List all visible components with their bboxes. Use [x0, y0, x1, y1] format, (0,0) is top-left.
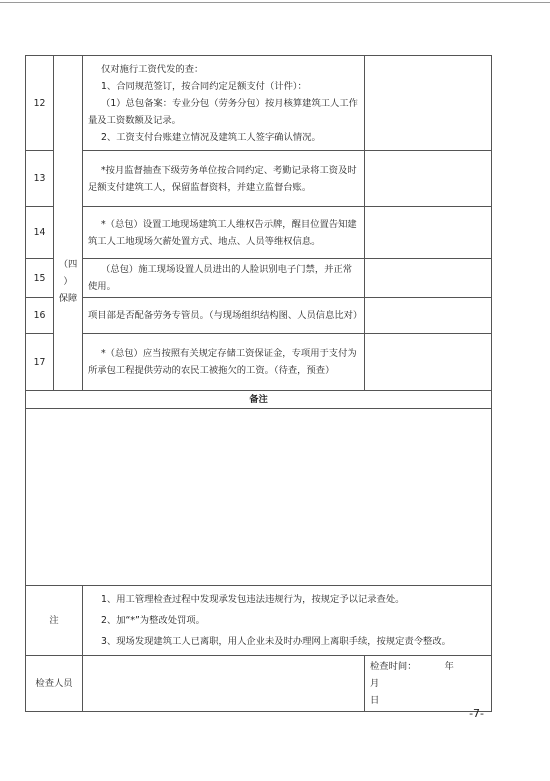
result-cell[interactable]	[365, 259, 492, 298]
notes-label: 注	[26, 586, 83, 656]
page-number: -7-	[469, 707, 484, 720]
row-number: 17	[26, 334, 54, 391]
category-label: （四 ） 保障	[58, 259, 78, 304]
inspection-day: 日	[370, 695, 380, 706]
inspection-table	[25, 55, 492, 712]
remarks-heading-row	[26, 391, 492, 409]
row-number: 14	[26, 207, 54, 259]
table-row	[26, 207, 492, 259]
result-cell[interactable]	[365, 151, 492, 207]
row-content: *按月监督抽查下级劳务单位按合同约定、考勤记录将工资及时足额支付建筑工人，保留监督资料，并建立监督台账。	[83, 151, 365, 207]
inspection-time-label: 检查时间：	[370, 661, 417, 672]
result-cell[interactable]	[365, 56, 492, 151]
notes-row	[26, 586, 492, 656]
result-cell[interactable]	[365, 298, 492, 334]
row-number: 13	[26, 151, 54, 207]
row-number: 15	[26, 259, 54, 298]
row-content: 项目部是否配备劳务专管员。（与现场组织结构图、人员信息比对）	[83, 298, 365, 334]
notes-content: 1、用工管理检查过程中发现承发包违法违规行为，按规定予以记录查处。 2、加“*”为整改处罚项。 3、现场发现建筑工人已离职，用人企业未及时办理网上离职手续，按规定责令整改。	[83, 586, 492, 656]
row-content: 仅对施行工资代发的查： 1、合同规范签订，按合同约定足额支付（计件）： （1）总包备案：专业分包（劳务分包）按月核算建筑工人工作量及工资数额及记录。 2、工资支付台账建立情况及建筑工人签字确认情况。	[83, 56, 365, 151]
table-row	[26, 298, 492, 334]
result-cell[interactable]	[365, 334, 492, 391]
inspection-month: 月	[370, 678, 380, 689]
row-content: *（总包）设置工地现场建筑工人维权告示牌，醒目位置告知建筑工人工地现场欠薪处置方式、地点、人员等维权信息。	[83, 207, 365, 259]
result-cell[interactable]	[365, 207, 492, 259]
top-rule	[0, 2, 550, 3]
table-row	[26, 334, 492, 391]
inspector-label: 检查人员	[26, 656, 83, 712]
inspector-name-field[interactable]	[83, 656, 365, 712]
remarks-area[interactable]	[26, 409, 492, 586]
table-row	[26, 259, 492, 298]
table-row	[26, 56, 492, 151]
row-number: 12	[26, 56, 54, 151]
inspection-year: 年	[444, 661, 454, 672]
inspection-time	[365, 656, 492, 712]
remarks-body-row	[26, 409, 492, 586]
inspector-row	[26, 656, 492, 712]
row-content: （总包）施工现场设置人员进出的人脸识别电子门禁，并正常使用。	[83, 259, 365, 298]
remarks-heading: 备注	[26, 391, 492, 409]
row-number: 16	[26, 298, 54, 334]
row-content: *（总包）应当按照有关规定存储工资保证金，专项用于支付为所承包工程提供劳动的农民工被拖欠的工资。（待查，预查）	[83, 334, 365, 391]
category-cell	[54, 56, 83, 391]
table-row	[26, 151, 492, 207]
